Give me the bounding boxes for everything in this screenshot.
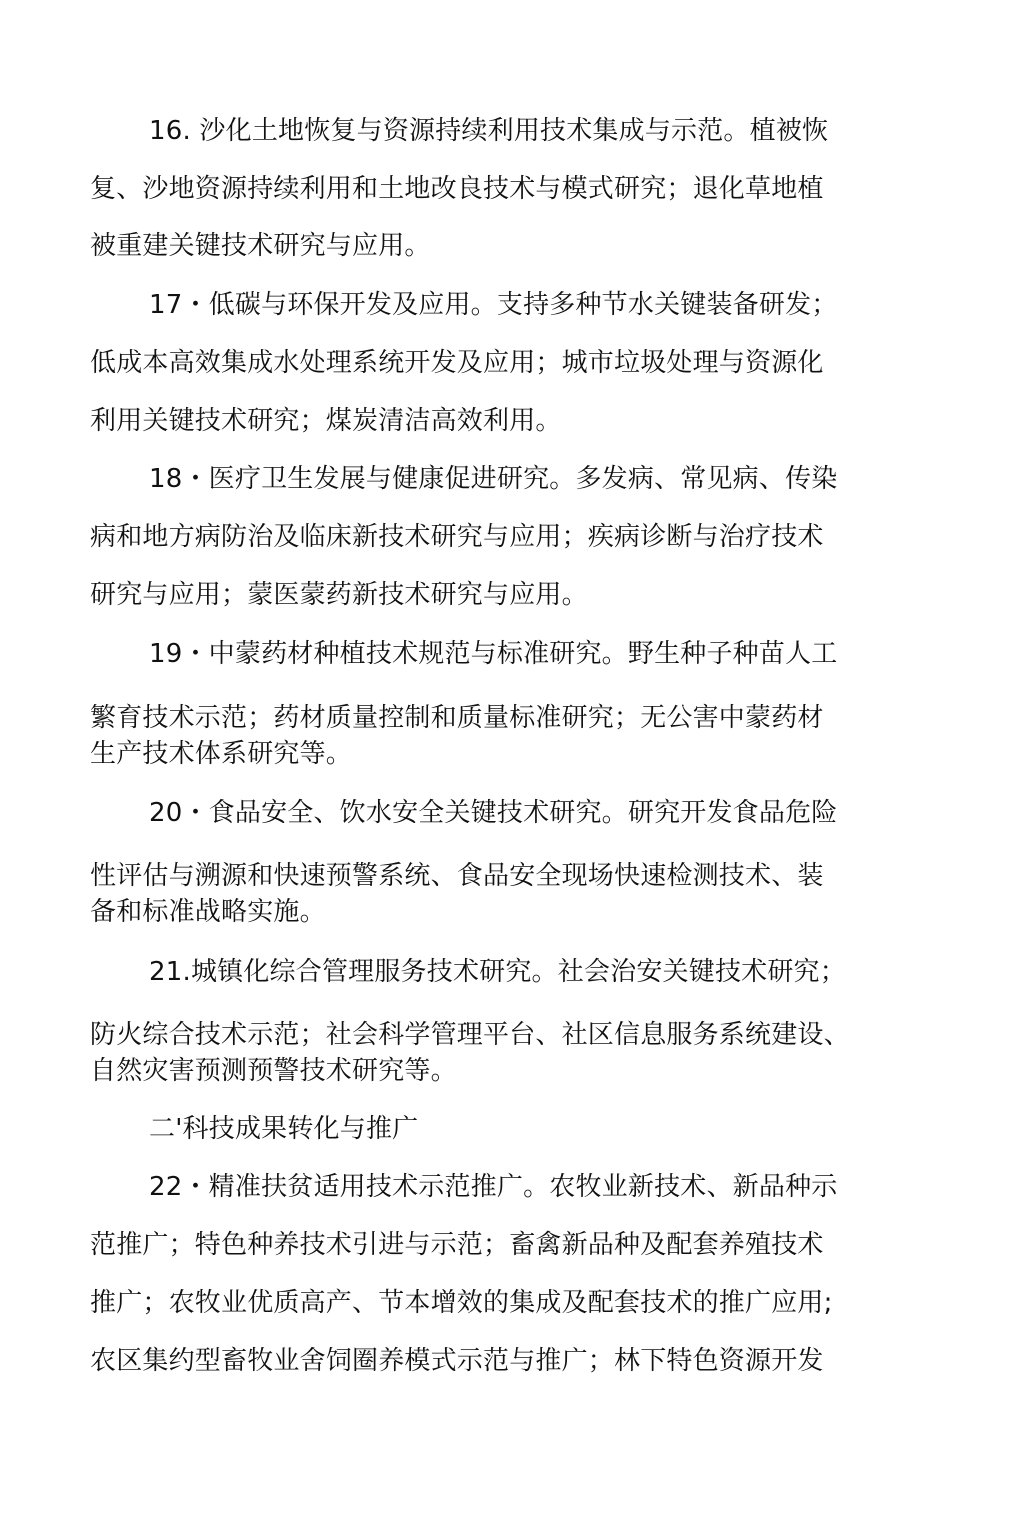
paragraph-21-line-3: 自然灾害预测预警技术研究等。 <box>90 1056 457 1086</box>
paragraph-20-line-1: 20・食品安全、饮水安全关键技术研究。研究开发食品危险 <box>149 798 838 828</box>
paragraph-17-line-2: 低成本高效集成水处理系统开发及应用；城市垃圾处理与资源化 <box>90 348 824 378</box>
paragraph-18-line-1: 18・医疗卫生发展与健康促进研究。多发病、常见病、传染 <box>149 464 838 494</box>
paragraph-16-line-1: 16. 沙化土地恢复与资源持续利用技术集成与示范。植被恢 <box>149 116 829 146</box>
paragraph-20-line-3: 备和标准战略实施。 <box>90 897 326 927</box>
paragraph-18-line-2: 病和地方病防治及临床新技术研究与应用；疾病诊断与治疗技术 <box>90 522 824 552</box>
paragraph-16-line-2: 复、沙地资源持续利用和土地改良技术与模式研究；退化草地植 <box>90 174 824 204</box>
paragraph-20-line-2: 性评估与溯源和快速预警系统、食品安全现场快速检测技术、装 <box>90 861 824 891</box>
paragraph-21-line-1: 21.城镇化综合管理服务技术研究。社会治安关键技术研究； <box>149 957 846 987</box>
paragraph-22-line-3: 推广；农牧业优质高产、节本增效的集成及配套技术的推广应用; <box>90 1288 833 1318</box>
paragraph-17-line-1: 17・低碳与环保开发及应用。支持多种节水关键装备研发； <box>149 290 838 320</box>
paragraph-18-line-3: 研究与应用；蒙医蒙药新技术研究与应用。 <box>90 580 588 610</box>
paragraph-19-line-1: 19・中蒙药材种植技术规范与标准研究。野生种子种苗人工 <box>149 639 838 669</box>
paragraph-21-line-2: 防火综合技术示范；社会科学管理平台、社区信息服务系统建设、 <box>90 1020 850 1050</box>
paragraph-19-line-3: 生产技术体系研究等。 <box>90 739 353 769</box>
paragraph-22-line-2: 范推广；特色种养技术引进与示范；畜禽新品种及配套养殖技术 <box>90 1230 824 1260</box>
section-heading: 二'科技成果转化与推广 <box>149 1114 419 1144</box>
paragraph-19-line-2: 繁育技术示范；药材质量控制和质量标准研究；无公害中蒙药材 <box>90 703 824 733</box>
paragraph-17-line-3: 利用关键技术研究；煤炭清洁高效利用。 <box>90 406 562 436</box>
paragraph-22-line-4: 农区集约型畜牧业舍饲圈养模式示范与推广；林下特色资源开发 <box>90 1346 824 1376</box>
paragraph-16-line-3: 被重建关键技术研究与应用。 <box>90 231 431 261</box>
paragraph-22-line-1: 22・精准扶贫适用技术示范推广。农牧业新技术、新品种示 <box>149 1172 838 1202</box>
